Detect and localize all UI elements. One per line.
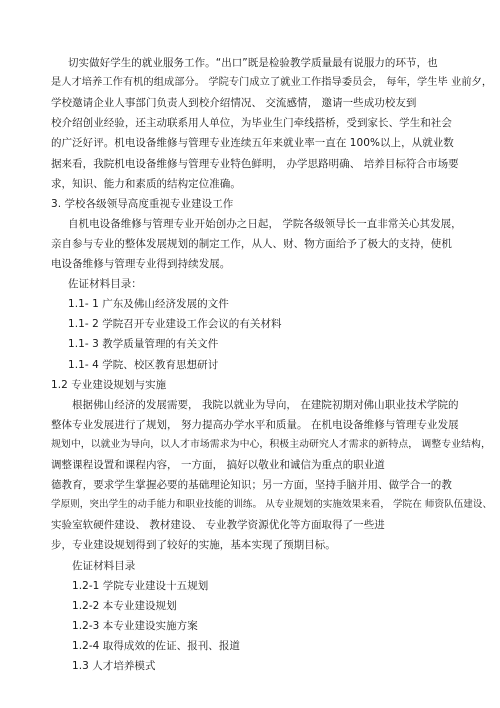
text-line-22: 德教育，要求学生掌握必要的基础理论知识；另一方面，坚持手脑并用、做学合一的教 (51, 479, 452, 492)
section-heading-1-3: 1.3 人才培养模式 (72, 660, 156, 672)
text-line-25: 步，专业建设规划得到了较好的实施，基本实现了预期目标。 (51, 539, 336, 552)
evidence-item-1-2-2: 1.2-2 本专业建设规划 (72, 599, 177, 612)
text-line-4: 校介绍创业经验，还主动联系用人单位，为毕业生门牵线搭桥，受到家长、学生和社会 (51, 117, 452, 130)
text-line-5: 的广泛好评。机电设备维修与管理专业连续五年来就业率一直在 100%以上，从就业数 (51, 137, 454, 150)
text-line-2: 是人才培养工作有机的组成部分。 学院专门成立了就业工作指导委员会， 每年，学生毕 业前夕， (51, 77, 493, 89)
text-line-3: 学校邀请企业人事部门负责人到校介绍情况、 交流感情， 邀请一些成功校友到 (51, 97, 417, 110)
evidence-list-title-2: 佐证材料目录 (72, 559, 136, 572)
evidence-item-1-1-4: 1.1- 4 学院、校区教育思想研讨 (68, 358, 219, 371)
section-heading-3: 3. 学校各级领导高度重视专业建设工作 (51, 197, 234, 210)
text-line-19: 整体专业发展进行了规划， 努力提高办学水平和质量。 在机电设备维修与管理专业发展 (51, 418, 459, 431)
evidence-item-1-2-4: 1.2-4 取得成效的佐证、报刊、报道 (72, 639, 240, 652)
text-line-11: 电设备维修与管理专业得到持续发展。 (51, 258, 231, 270)
text-line-6: 据来看，我院机电设备维修与管理专业特色鲜明， 办学思路明确、 培养目标符合市场要 (51, 157, 459, 170)
text-line-23: 学原则，突出学生的动手能力和职业技能的训练。 从专业规划的实施效果来看， 学院在 师资队伍建设、 (51, 499, 493, 511)
text-line-21: 调整课程设置和课程内容， 一方面， 搞好以敬业和诚信为重点的职业道 (51, 459, 385, 471)
text-line-24: 实验室软硬件建设、 教材建设、 专业教学资源优化等方面取得了一些进 (51, 519, 385, 532)
text-line-18: 根据佛山经济的发展需要， 我院以就业为导向， 在建院初期对佛山职业技术学院的 (72, 398, 459, 411)
text-line-20: 规划中，以就业为导向，以人才市场需求为中心，积极主动研究人才需求的新特点， 调整专业结构， (51, 438, 491, 450)
evidence-item-1-1-3: 1.1- 3 教学质量管理的有关文件 (68, 338, 219, 351)
evidence-item-1-2-1: 1.2-1 学院专业建设十五规划 (72, 579, 209, 592)
evidence-list-title-1: 佐证材料目录： (68, 278, 142, 291)
evidence-item-1-1-1: 1.1- 1 广东及佛山经济发展的文件 (68, 298, 229, 311)
section-heading-1-2: 1.2 专业建设规划与实施 (51, 378, 167, 391)
text-line-10: 亲自参与专业的整体发展规划的制定工作，从人、财、物方面给予了极大的支持，使机 (51, 237, 452, 250)
evidence-item-1-1-2: 1.1- 2 学院召开专业建设工作会议的有关材料 (68, 318, 282, 331)
text-line-9: 自机电设备维修与管理专业开始创办之日起， 学院各级领导长一直非常关心其发展， (68, 217, 462, 230)
text-line-7: 求，知识、能力和素质的结构定位准确。 (51, 177, 241, 190)
evidence-item-1-2-3: 1.2-3 本专业建设实施方案 (72, 619, 198, 632)
text-line-1: 切实做好学生的就业服务工作。“出口”既是检验教学质量最有说服力的环节，也 (68, 57, 438, 69)
